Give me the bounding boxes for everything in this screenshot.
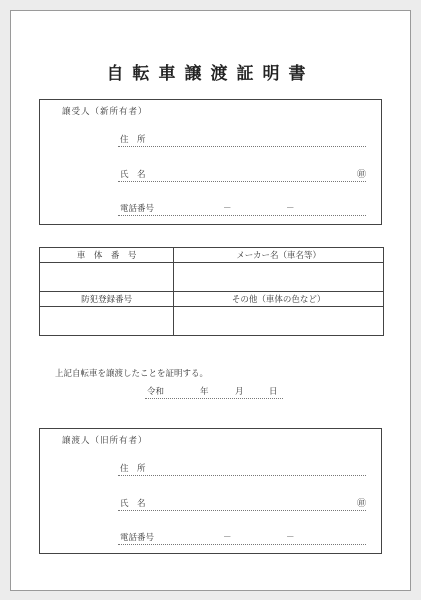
transferor-name-label: 氏 名 (120, 499, 146, 509)
maker-cell[interactable] (174, 263, 384, 292)
transferor-phone-separator: － (286, 533, 295, 543)
transferor-address-field[interactable] (118, 463, 366, 476)
recipient-address-field[interactable] (118, 134, 366, 147)
certificate-sheet (10, 10, 411, 591)
table-row (40, 248, 384, 263)
bicycle-info-table (39, 247, 384, 336)
table-row (40, 292, 384, 307)
transferor-address-label: 住 所 (120, 464, 146, 474)
table-row (40, 263, 384, 292)
other-header: その他（車体の色など） (174, 292, 384, 307)
certification-statement: 上記自転車を譲渡したことを証明する。 (55, 369, 209, 379)
frame-number-cell[interactable] (40, 263, 174, 292)
recipient-name-label: 氏 名 (120, 170, 146, 180)
recipient-seal-mark: ㊞ (356, 170, 366, 180)
frame-number-header: 車 体 番 号 (40, 248, 174, 263)
date-month: 月 (235, 387, 244, 397)
other-cell[interactable] (174, 307, 384, 336)
transferor-phone-field[interactable] (118, 532, 366, 545)
transferor-section (39, 428, 382, 554)
recipient-section (39, 99, 382, 225)
recipient-phone-label: 電話番号 (120, 204, 155, 214)
recipient-phone-field[interactable] (118, 203, 366, 216)
date-era: 令和 (147, 387, 165, 397)
recipient-phone-separator: － (223, 204, 232, 214)
transferor-phone-label: 電話番号 (120, 533, 155, 543)
transferor-heading: 譲渡人（旧所有者） (62, 436, 148, 446)
recipient-address-label: 住 所 (120, 135, 146, 145)
transferor-phone-separator: － (223, 533, 232, 543)
maker-header: メーカー名（車名等） (174, 248, 384, 263)
registration-number-header: 防犯登録番号 (40, 292, 174, 307)
recipient-heading: 譲受人（新所有者） (62, 107, 148, 117)
recipient-phone-separator: － (286, 204, 295, 214)
date-year: 年 (200, 387, 209, 397)
date-day: 日 (269, 387, 278, 397)
recipient-name-field[interactable] (118, 169, 366, 182)
table-row (40, 307, 384, 336)
document-title: 自転車譲渡証明書 (106, 64, 315, 84)
transferor-seal-mark: ㊞ (356, 499, 366, 509)
transferor-name-field[interactable] (118, 498, 366, 511)
date-field[interactable] (145, 386, 283, 399)
registration-number-cell[interactable] (40, 307, 174, 336)
